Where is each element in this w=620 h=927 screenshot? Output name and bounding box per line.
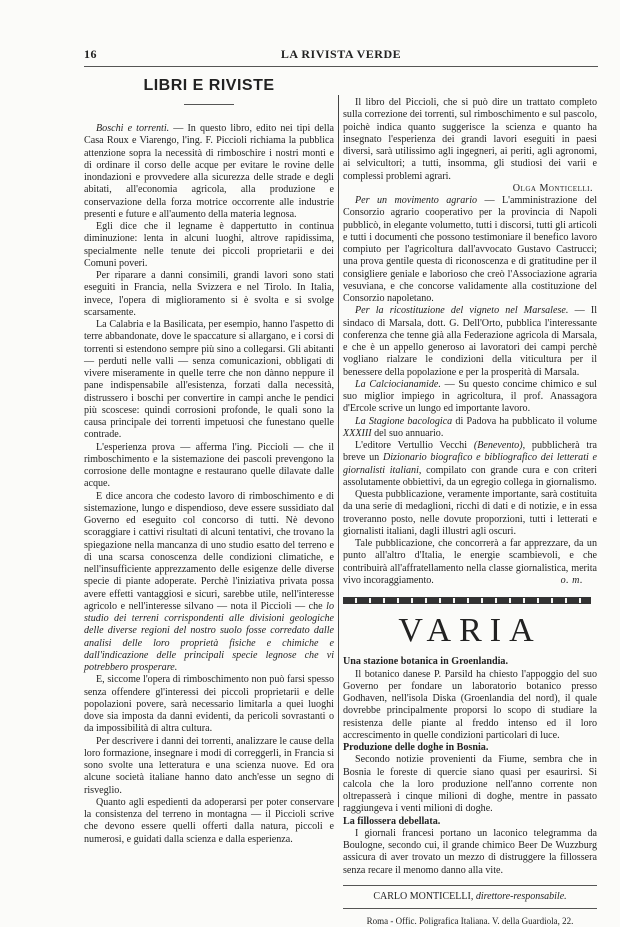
text: Il libro del Piccioli, che si può dire un trattato completo sulla correzione dei torrenti, sul rimboschimento e sul pascolo, poichè indica quanto suggerisce la scienza e quanto ha insegnato l'esperienza dei grandi lavori eseguiti in paesi diversi, sarà utilissimo agli ingegneri, ai periti, agli agronomi, ai selvicultori; a tutti, insomma, gli studiosi dei varii e complessi problemi agrari.: [343, 97, 597, 182]
text: L'esperienza prova — afferma l'ing. Piccioli — che il rimboschimento e la sistemazione dei pascoli prevengono la corrosione delle montagne e restaurano quelle dilavate dalle acque.: [84, 441, 334, 490]
italic-text: (Benevento): [473, 440, 523, 451]
text: Quanto agli espedienti da adoperarsi per poter conservare la consistenza del terreno in montagna — il Piccioli scrive che devono essere quelli offerti dalla natura, piccoli e numerosi, e guidati dalla scienza e dalla esperienza.: [84, 796, 334, 845]
paragraph: [84, 491, 334, 675]
varia-item-heading: Una stazione botanica in Groenlandia.: [343, 656, 508, 668]
italic-text: Per un movimento agrario: [355, 195, 478, 206]
signature-initials: o. m.: [560, 575, 583, 586]
column-divider: [338, 95, 339, 807]
paragraph: [84, 319, 334, 442]
italic-text: lo studio dei terreni corrispondenti alle divisioni geologiche delle diverse regioni del nostro suolo fosse corredato dalle analisi delle loro proprietà fisiche e chimiche e dall'indicazione delle principali specie legnose che vi potrebbero prosperare.: [84, 600, 334, 673]
varia-item-heading: La fillossera debellata.: [343, 815, 441, 827]
signature: Olga Monticelli.: [512, 182, 593, 194]
chain-ornament-divider: [343, 597, 591, 604]
title-rule: [184, 104, 234, 105]
italic-text: La Calciocianamide.: [355, 378, 441, 390]
text: — L'amministrazione del Consorzio agrario cooperativo per la provincia di Napoli pubblicò, in elegante volumetto, tutti i discorsi, tutti gli articoli e tutti i documenti che possono testimoniare il benefico lavoro compiuto per l'agricoltura dall'avvocato Gustavo Castrucci; una prova gentile questa di riconoscenza e di gratitudine per il consigliere geniale e laborioso che creò l'Associazione agraria vesuviana, e che concorse validamente alla costituzione del Consorzio napoletano.: [343, 195, 597, 304]
varia-title: VARIA: [398, 612, 542, 650]
paragraph: [84, 442, 334, 491]
page-header: [84, 47, 598, 63]
text: Per descrivere i danni dei torrenti, analizzare le cause della loro formazione, insegnare i modi di correggerli, in Francia si sono svolte una letteratura e una scienza nuove. Ed ora alcune società italiane hanno dato anch'esse un segno di risveglio.: [84, 735, 334, 796]
text: L'editore Vertullio Vecchi: [355, 440, 474, 451]
text: — Su questo concime chimico e sul suo miglior impiego in agricoltura, il prof. Anassagora d'Ercole scrive un lungo ed importante lavoro.: [343, 378, 597, 415]
text: — In questo libro, edito nei tipi della Casa Roux e Viarengo, l'ing. F. Piccioli richiama la pubblica attenzione sopra la necessità di rimboschire i nostri monti e di ordinare il corso delle acque per evitare le rovine delle inondazioni e provvedere alla sicurezza delle strade e degli abitati, all'economia agricola, alla produzione e conservazione della forza motrice occorrente alle industrie presenti e future e all'aumento della materia legnosa.: [84, 123, 334, 220]
text: E dice ancora che codesto lavoro di rimboschimento e di sistemazione, lungo e dispendioso, deve essere sussidiato dal Governo ed eseguito col concorso di tutti. Nè devono scoraggiare i cattivi risultati di alcuni tentativi, che trovano la spiegazione nella mancanza di uno studio esatto del terreno e di una scarsa conoscenza delle condizioni climatiche, e nell'insufficiente apprezzamento delle esigenze delle diverse specie di piante adoperate. Perchè l'iniziativa privata possa avere effetti vantaggiosi e sicuri, sarebbe utile, nell'interesse agricolo e nell'interesse silvano — nota il Piccioli — che: [84, 490, 334, 612]
left-column: [84, 76, 334, 846]
paragraph: [84, 797, 334, 846]
paragraph: [84, 736, 334, 797]
varia-items: [343, 656, 597, 877]
text: La Calabria e la Basilicata, per esempio, hanno l'aspetto di terre abbandonate, dove le spaccature si allargano, e i corsi di torrenti si estendono sempre più sino a collegarsi. Gli abitanti — perduti nelle valli — senza comunicazioni, obbligati di vivere miseramente in quelle terre che non dànno neppure il pane indispensabile all'esistenza, forzati dalla necessità, distrussero i boschi per convertire in campi anche le pendici più scoscese: quindi corrosioni profonde, le quali sono la causa principale dei torrenti impetuosi che funestano quelle contrade.: [84, 319, 334, 441]
varia-item-heading: Produzione delle doghe in Bosnia.: [343, 742, 489, 753]
paragraph: [343, 305, 597, 379]
text: di Padova ha pubblicato il volume: [452, 415, 597, 427]
section-title: LIBRI E RIVISTE: [143, 77, 275, 94]
paragraph: [84, 221, 334, 270]
varia-item-text: Secondo notizie provenienti da Fiume, sembra che in Bosnia le foreste di quercie siano quasi per esaurirsi. Si calcola che la loro produzione nell'anno corrente non oltrepasserà i cinque milioni di doghe, mentre in passato raggiungeva i venti milioni di doghe.: [343, 754, 597, 815]
running-title: LA RIVISTA VERDE: [280, 47, 402, 61]
paragraph: [84, 270, 334, 319]
italic-text: XXXIII: [343, 427, 372, 439]
right-column: [343, 97, 597, 927]
text: Egli dice che il legname è dappertutto in continua diminuzione: lenta in alcuni luoghi, altrove rapidissima, specialmente nelle tenute dei piccoli proprietarii e dei Comuni poveri.: [84, 221, 334, 269]
paragraph: [343, 195, 597, 305]
header-rule: [84, 66, 598, 67]
varia-item-text: Il botanico danese P. Parsild ha chiesto l'appoggio del suo Governo per fondare un laboratorio botanico presso Godhaven, nell'isola Diska (Groenlandia del nord), il quale dovrebbe principalmente proporsi lo scopo di studiare la resistenza delle piante al freddo intenso ed il loro accrescimento in quelle condizioni particolari di luce.: [343, 668, 597, 741]
text: Questa pubblicazione, veramente importante, sarà costituita da una serie di medaglioni, ricchi di dati e di notizie, e in essa troveranno posto, nelle dovute proporzioni, tutti i letterati e giornalisti italiani, dagli illustri agli oscuri.: [343, 489, 597, 537]
text: Per riparare a danni consimili, grandi lavori sono stati eseguiti in Francia, nella Svizzera e nel Tirolo. In Italia, invece, l'opera di miglioramento si è svolta e si svolge scarsamente.: [84, 270, 334, 318]
text: , pubblicherà tra breve un: [343, 440, 597, 464]
director-line: [343, 891, 597, 903]
printer-imprint: Roma - Offic. Poligrafica Italiana. V. della Guardiola, 22.: [366, 916, 574, 926]
paragraph: [343, 379, 597, 416]
page-number: 16: [84, 47, 97, 61]
paragraph: [343, 440, 597, 489]
varia-item-text: I giornali francesi portano un laconico telegramma da Boulogne, secondo cui, il grande chimico Beer De Wuzzburg assicura di aver trovato un mezzo di distruggere la fillossera senza recare il menomo danno alla vite.: [343, 827, 597, 876]
paragraph: [343, 489, 597, 538]
director-name: CARLO MONTICELLI,: [373, 890, 474, 902]
italic-text: Dizionario biografico e bibliografico dei letterati e giornalisti italiani: [343, 452, 598, 476]
left-paragraphs: [84, 123, 334, 846]
text: del suo annuario.: [371, 427, 444, 439]
review-paragraphs-a: [343, 97, 597, 183]
italic-text: Per la ricostituzione del vigneto nel Marsalese.: [355, 305, 569, 317]
italic-text: La Stagione bacologica: [355, 415, 453, 427]
italic-text: Boschi e torrenti.: [96, 123, 170, 134]
text: , compilato con grande cura e con criteri assolutamente obbiettivi, da un egregio collega in giornalismo.: [343, 464, 597, 488]
footer-rule: [343, 908, 597, 909]
text: Tale pubblicazione, che concorrerà a far apprezzare, da un punto all'altro d'Italia, le energie scambievoli, e che contribuirà all'affratellamento nella classe giornalistica, merita vivo incoraggiamento.: [343, 538, 597, 586]
paragraph: [84, 123, 334, 221]
paragraph: [343, 97, 597, 183]
paragraph: [84, 674, 334, 735]
paragraph: [343, 416, 597, 441]
text: E, siccome l'opera di rimboschimento non può farsi spesso senza offendere gl'interessi dei piccoli proprietarii e delle popolazioni povere, sarà necessario limitarla a quei luoghi dove sia imposta da danni evidenti, da pericoli sovrastanti o da impossibilità di altra cultura.: [84, 674, 334, 735]
text: — Il sindaco di Marsala, dott. G. Dell'Orto, pubblica l'interessante conferenza che tenne già alla Federazione agricola di Marsala, e che è un appello generoso ai lavoratori dei campi perchè vogliano rialzare le condizioni della viticultura per il benessere della popolazione e per la prosperità di Marsala.: [343, 305, 598, 378]
footer-rule: [343, 885, 597, 886]
director-role: direttore-responsabile.: [475, 890, 567, 902]
review-paragraphs-b: [343, 195, 597, 587]
